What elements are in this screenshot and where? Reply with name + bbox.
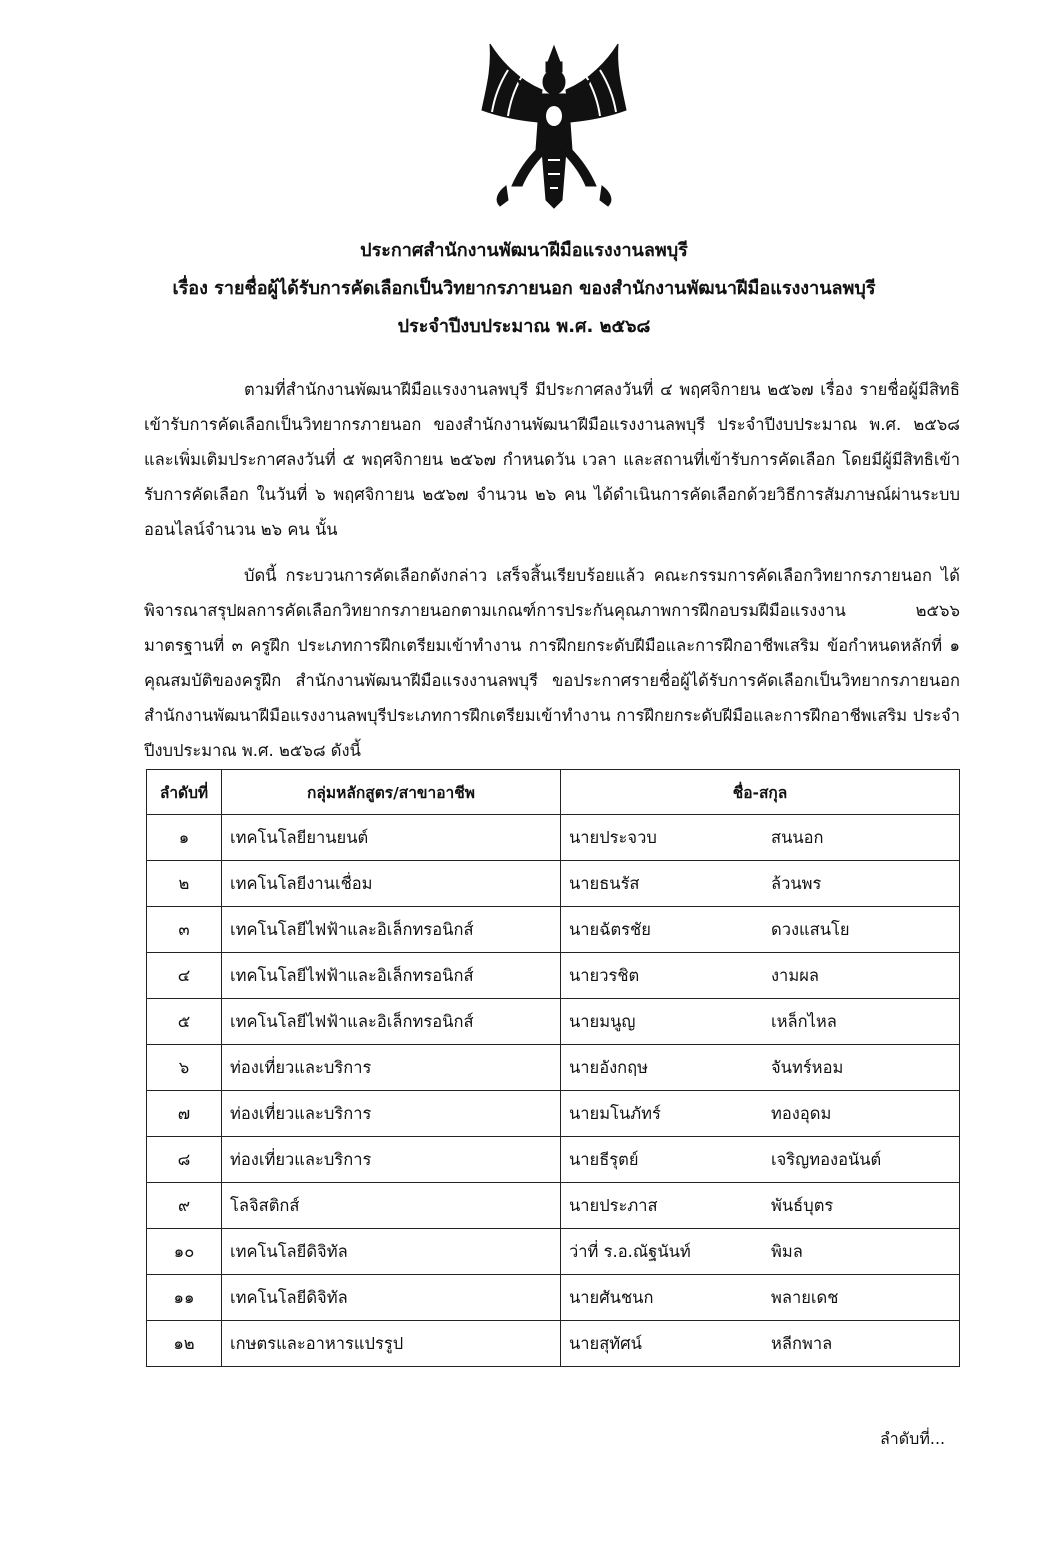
row-last-name: ล้วนพร <box>763 861 960 907</box>
continuation-note: ลำดับที่... <box>880 1429 946 1448</box>
row-number: ๘ <box>147 1137 222 1183</box>
row-course: เทคโนโลยีดิจิทัล <box>222 1275 561 1321</box>
row-number: ๒ <box>147 861 222 907</box>
row-first-name: นายอังกฤษ <box>561 1045 764 1091</box>
row-number: ๑๑ <box>147 1275 222 1321</box>
table-row <box>147 1045 960 1091</box>
paragraph-2-text: บัดนี้ กระบวนการคัดเลือกดังกล่าว เสร็จสิ้นเรียบร้อยแล้ว คณะกรรมการคัดเลือกวิทยากรภายนอก ได้พิจารณาสรุปผลการคัดเลือกวิทยากรภายนอกตามเกณฑ์การประกันคุณภาพการฝึกอบรมฝีมือแรงงาน ๒๕๖๖ มาตรฐานที่ ๓ ครูฝึก ประเภทการฝึกเตรียมเข้าทำงาน การฝึกยกระดับฝีมือและการฝึกอาชีพเสริม ข้อกำหนดหลักที่ ๑ คุณสมบัติของครูฝึก สำนักงานพัฒนาฝีมือแรงงานลพบุรี ขอประกาศรายชื่อผู้ได้รับการคัดเลือกเป็นวิทยากรภายนอก สำนักงานพัฒนาฝีมือแรงงานลพบุรีประเภทการฝึกเตรียมเข้าทำงาน การฝึกยกระดับฝีมือและการฝึกอาชีพเสริม ประจำปีงบประมาณ พ.ศ. ๒๕๖๘ ดังนี้ <box>144 566 960 760</box>
table-row <box>147 1137 960 1183</box>
row-last-name: งามผล <box>763 953 960 999</box>
row-number: ๖ <box>147 1045 222 1091</box>
table-row <box>147 1229 960 1275</box>
row-course: ท่องเที่ยวและบริการ <box>222 1045 561 1091</box>
row-number: ๑ <box>147 815 222 861</box>
row-course: เทคโนโลยีงานเชื่อม <box>222 861 561 907</box>
row-number: ๑๒ <box>147 1321 222 1367</box>
row-last-name: พันธ์บุตร <box>763 1183 960 1229</box>
row-first-name: นายธนรัส <box>561 861 764 907</box>
row-first-name: นายมโนภัทร์ <box>561 1091 764 1137</box>
paragraph-1 <box>144 372 960 547</box>
table-row <box>147 1321 960 1367</box>
row-course: โลจิสติกส์ <box>222 1183 561 1229</box>
row-first-name: นายธีรุตย์ <box>561 1137 764 1183</box>
paragraph-2 <box>144 558 960 768</box>
row-first-name: ว่าที่ ร.อ.ณัฐนันท์ <box>561 1229 764 1275</box>
garuda-emblem-icon <box>478 40 630 212</box>
row-last-name: หลีกพาล <box>763 1321 960 1367</box>
row-first-name: นายสุทัศน์ <box>561 1321 764 1367</box>
row-number: ๑๐ <box>147 1229 222 1275</box>
row-first-name: นายศันชนก <box>561 1275 764 1321</box>
table-row <box>147 815 960 861</box>
row-first-name: นายประจวบ <box>561 815 764 861</box>
row-number: ๓ <box>147 907 222 953</box>
table-header-row <box>147 770 960 815</box>
row-number: ๙ <box>147 1183 222 1229</box>
row-last-name: สนนอก <box>763 815 960 861</box>
table-row <box>147 861 960 907</box>
header-course: กลุ่มหลักสูตร/สาขาอาชีพ <box>222 770 561 815</box>
table-row <box>147 999 960 1045</box>
row-course: ท่องเที่ยวและบริการ <box>222 1137 561 1183</box>
row-first-name: นายฉัตรชัย <box>561 907 764 953</box>
table-row <box>147 1091 960 1137</box>
paragraph-1-text: ตามที่สำนักงานพัฒนาฝีมือแรงงานลพบุรี มีประกาศลงวันที่ ๔ พฤศจิกายน ๒๕๖๗ เรื่อง รายชื่อผู้มีสิทธิเข้ารับการคัดเลือกเป็นวิทยากรภายนอก ของสำนักงานพัฒนาฝีมือแรงงานลพบุรี ประจำปีงบประมาณ พ.ศ. ๒๕๖๘ และเพิ่มเติมประกาศลงวันที่ ๕ พฤศจิกายน ๒๕๖๗ กำหนดวัน เวลา และสถานที่เข้ารับการคัดเลือก โดยมีผู้มีสิทธิเข้ารับการคัดเลือก ในวันที่ ๖ พฤศจิกายน ๒๕๖๗ จำนวน ๒๖ คน ได้ดำเนินการคัดเลือกด้วยวิธีการสัมภาษณ์ผ่านระบบออนไลน์จำนวน ๒๖ คน นั้น <box>144 380 960 539</box>
row-course: เทคโนโลยีดิจิทัล <box>222 1229 561 1275</box>
row-last-name: พิมล <box>763 1229 960 1275</box>
row-course: ท่องเที่ยวและบริการ <box>222 1091 561 1137</box>
table-row <box>147 907 960 953</box>
row-course: เทคโนโลยีไฟฟ้าและอิเล็กทรอนิกส์ <box>222 907 561 953</box>
header-name: ชื่อ-สกุล <box>561 770 960 815</box>
row-number: ๗ <box>147 1091 222 1137</box>
row-course: เทคโนโลยียานยนต์ <box>222 815 561 861</box>
row-last-name: ทองอุดม <box>763 1091 960 1137</box>
row-course: เกษตรและอาหารแปรรูป <box>222 1321 561 1367</box>
row-course: เทคโนโลยีไฟฟ้าและอิเล็กทรอนิกส์ <box>222 953 561 999</box>
announcement-title: ประกาศสำนักงานพัฒนาฝีมือแรงงานลพบุรี <box>360 240 688 261</box>
row-last-name: เจริญทองอนันต์ <box>763 1137 960 1183</box>
row-first-name: นายวรชิต <box>561 953 764 999</box>
row-first-name: นายประภาส <box>561 1183 764 1229</box>
fiscal-year-line: ประจำปีงบประมาณ พ.ศ. ๒๕๖๘ <box>397 316 651 337</box>
selection-results-table <box>146 769 960 1367</box>
table-row <box>147 1275 960 1321</box>
announcement-subject: เรื่อง รายชื่อผู้ได้รับการคัดเลือกเป็นวิทยากรภายนอก ของสำนักงานพัฒนาฝีมือแรงงานลพบุรี <box>172 278 876 299</box>
header-no: ลำดับที่ <box>147 770 222 815</box>
row-last-name: พลายเดช <box>763 1275 960 1321</box>
row-last-name: จันทร์หอม <box>763 1045 960 1091</box>
row-last-name: เหล็กไหล <box>763 999 960 1045</box>
table-row <box>147 1183 960 1229</box>
table-row <box>147 953 960 999</box>
row-first-name: นายมนูญ <box>561 999 764 1045</box>
row-last-name: ดวงแสนโย <box>763 907 960 953</box>
row-course: เทคโนโลยีไฟฟ้าและอิเล็กทรอนิกส์ <box>222 999 561 1045</box>
row-number: ๔ <box>147 953 222 999</box>
row-number: ๕ <box>147 999 222 1045</box>
